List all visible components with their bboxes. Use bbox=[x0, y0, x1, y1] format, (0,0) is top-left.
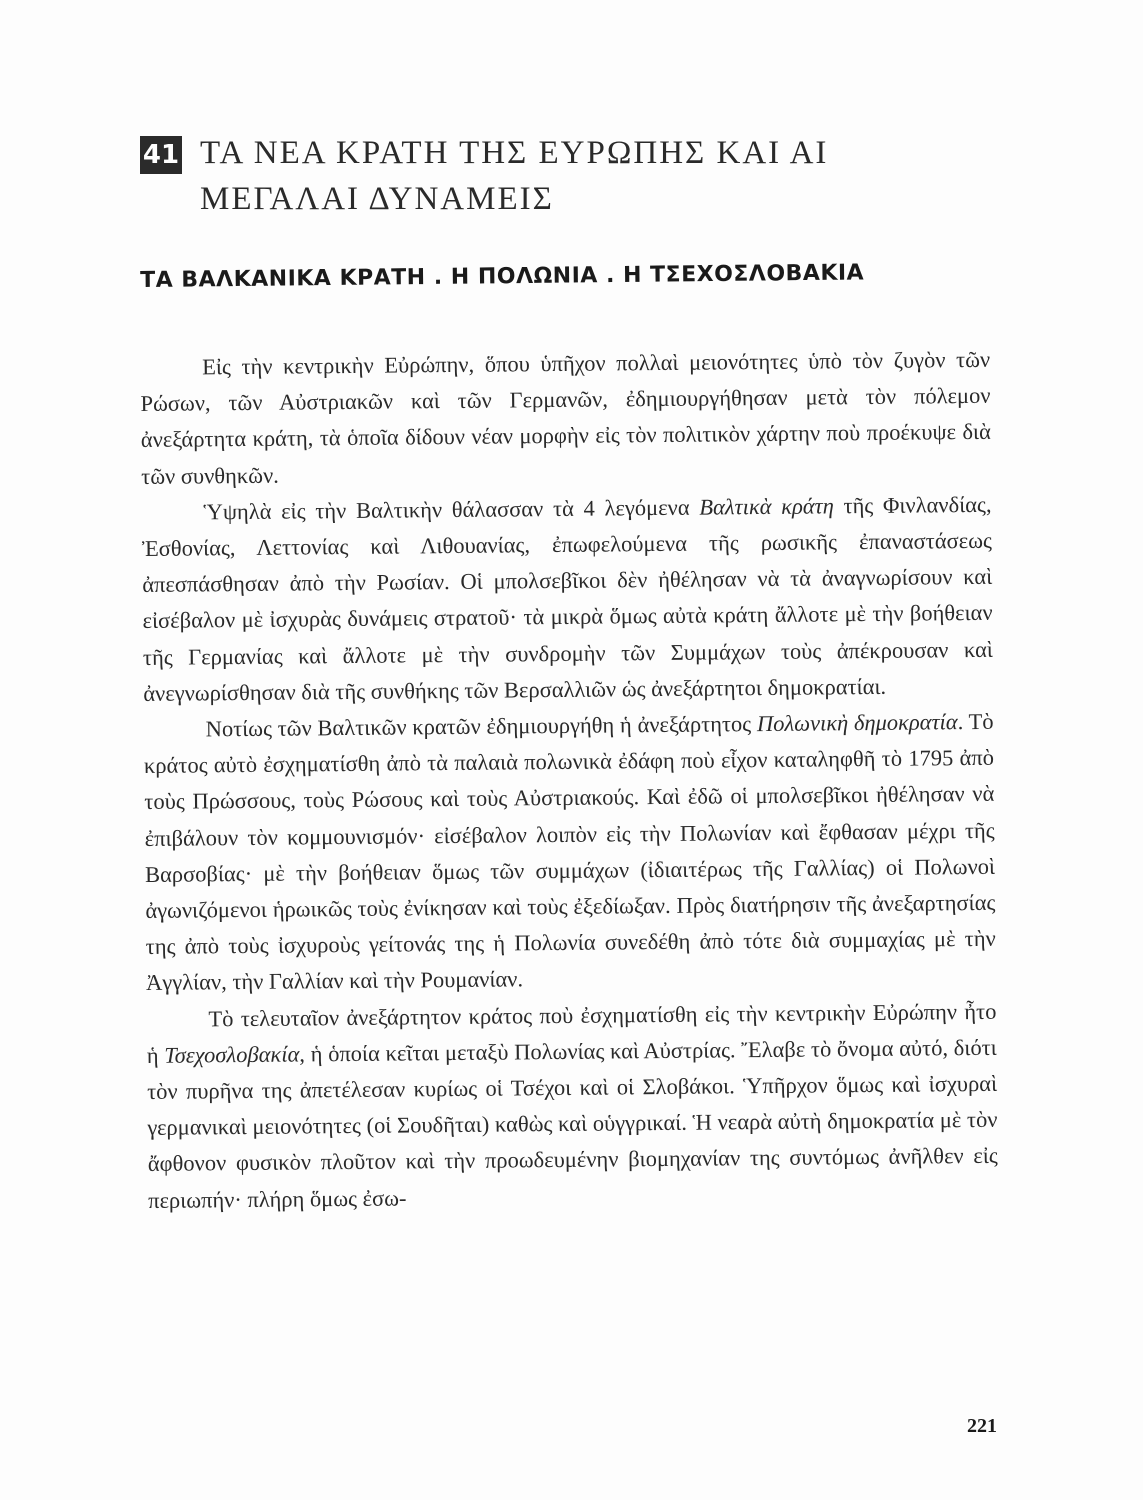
chapter-number-badge: 41 bbox=[140, 136, 182, 174]
paragraph-3-text-a: Νοτίως τῶν Βαλτικῶν κρατῶν ἐδημιουργήθη ἡ ἀνεξάρτητος bbox=[205, 711, 758, 742]
paragraph-3-italic-term: Πολωνικὴ δημοκρατία bbox=[756, 709, 958, 737]
paragraph-4 bbox=[146, 993, 998, 1218]
page-number: 221 bbox=[967, 1415, 997, 1437]
section-title: ΤΑ ΒΑΛΚΑΝΙΚΑ ΚΡΑΤΗ . Η ΠΟΛΩΝΙΑ . Η ΤΣΕΧΟΣΛΟΒΑΚΙΑ bbox=[140, 260, 865, 293]
paragraph-2-text-a: Ὑψηλὰ εἰς τὴν Βαλτικὴν θάλασσαν τὰ 4 λεγόμενα bbox=[203, 494, 700, 525]
paragraph-4-italic-term: Τσεχοσλοβακία bbox=[164, 1041, 300, 1068]
chapter-title: ΤΑ ΝΕΑ ΚΡΑΤΗ ΤΗΣ ΕΥΡΩΠΗΣ ΚΑΙ ΑΙ ΜΕΓΑΛΑΙ ΔΥΝΑΜΕΙΣ bbox=[200, 135, 829, 217]
paragraph-2 bbox=[141, 487, 993, 712]
paragraph-3-text-b: . Τὸ κράτος αὐτὸ ἐσχηματίσθη ἀπὸ τὰ παλαιὰ πολωνικὰ ἐδάφη ποὺ εἶχον καταληφθῆ τὸ 1795 ἀπὸ τοὺς Πρώσσους, τοὺς Ρώσους καὶ τοὺς Αὐστριακούς. Καὶ ἐδῶ οἱ μπολσεβῖκοι ἠθέλησαν νὰ ἐπιβάλουν τὸν κομμουνισμόν· εἰσέβαλον λοιπὸν εἰς τὴν Πολωνίαν καὶ ἔφθασαν μέχρι τῆς Βαρσοβίας· μὲ τὴν βοήθειαν ὅμως τῶν συμμάχων (ἰδιαιτέρως τῆς Γαλλίας) οἱ Πολωνοὶ ἀγωνιζόμενοι ἡρωικῶς τοὺς ἐνίκησαν καὶ τοὺς ἐξεδίωξαν. Πρὸς διατήρησιν τῆς ἀνεξαρτησίας της ἀπὸ τοὺς ἰσχυροὺς γείτονάς της ἡ Πολωνία συνεδέθη ἀπὸ τότε διὰ συμμαχίας μὲ τὴν Ἀγγλίαν, τὴν Γαλλίαν καὶ τὴν Ρουμανίαν. bbox=[143, 708, 996, 996]
paragraph-4-text-b: , ἡ ὁποία κεῖται μεταξὺ Πολωνίας καὶ Αὐστρίας. Ἔλαβε τὸ ὄνομα αὐτό, διότι τὸν πυρῆνα της ἀπετέλεσαν κυρίως οἱ Τσέχοι καὶ οἱ Σλοβάκοι. Ὑπῆρχον ὅμως καὶ ἰσχυραὶ γερμανικαὶ μειονότητες (οἱ Σουδῆται) καθὼς καὶ οὑγγρικαί. Ἡ νεαρὰ αὐτὴ δημοκρατία μὲ τὸν ἄφθονον φυσικὸν πλοῦτον καὶ τὴν προωδευμένην βιομηχανίαν της συντόμως ἀνῆλθεν εἰς περιωπήν· πλήρη ὅμως ἐσω- bbox=[146, 1034, 998, 1213]
paragraph-2-italic-term: Βαλτικὰ κράτη bbox=[699, 493, 834, 520]
body-text bbox=[140, 342, 998, 1219]
paragraph-4-text-a: Τὸ τελευταῖον ἀνεξάρτητον κράτος ποὺ ἐσχηματίσθη εἰς τὴν κεντρικὴν Εὐρώπην ἦτο ἡ bbox=[146, 998, 997, 1068]
paragraph-1: Εἰς τὴν κεντρικὴν Εὐρώπην, ὅπου ὑπῆχον πολλαὶ μειονότητες ὑπὸ τὸν ζυγὸν τῶν Ρώσων, τῶν Αὐστριακῶν καὶ τῶν Γερμανῶν, ἐδημιουργήθησαν μετὰ τὸν πόλεμον ἀνεξάρτητα κράτη, τὰ ὁποῖα δίδουν νέαν μορφὴν εἰς τὸν πολιτικὸν χάρτην ποὺ προέκυψε διὰ τῶν συνθηκῶν. bbox=[140, 346, 991, 489]
paragraph-2-text-b: τῆς Φινλανδίας, Ἐσθονίας, Λεττονίας καὶ Λιθουανίας, ἐπωφελούμενα τῆς ρωσικῆς ἐπαναστάσεως ἀπεσπάσθησαν ἀπὸ τὴν Ρωσίαν. Οἱ μπολσεβῖκοι δὲν ἠθέλησαν νὰ τὰ ἀναγνωρίσουν καὶ εἰσέβαλον μὲ ἰσχυρὰς δυνάμεις στρατοῦ· τὰ μικρὰ ὅμως αὐτὰ κράτη ἄλλοτε μὲ τὴν βοήθειαν τῆς Γερμανίας καὶ ἄλλοτε μὲ τὴν συνδρομὴν τῶν Συμμάχων τοὺς ἀπέκρουσαν καὶ ἀνεγνωρίσθησαν διὰ τῆς συνθήκης τῶν Βερσαλλιῶν ὡς ἀνεξάρτητοι δημοκρατίαι. bbox=[141, 491, 994, 706]
paragraph-3 bbox=[143, 704, 996, 1002]
